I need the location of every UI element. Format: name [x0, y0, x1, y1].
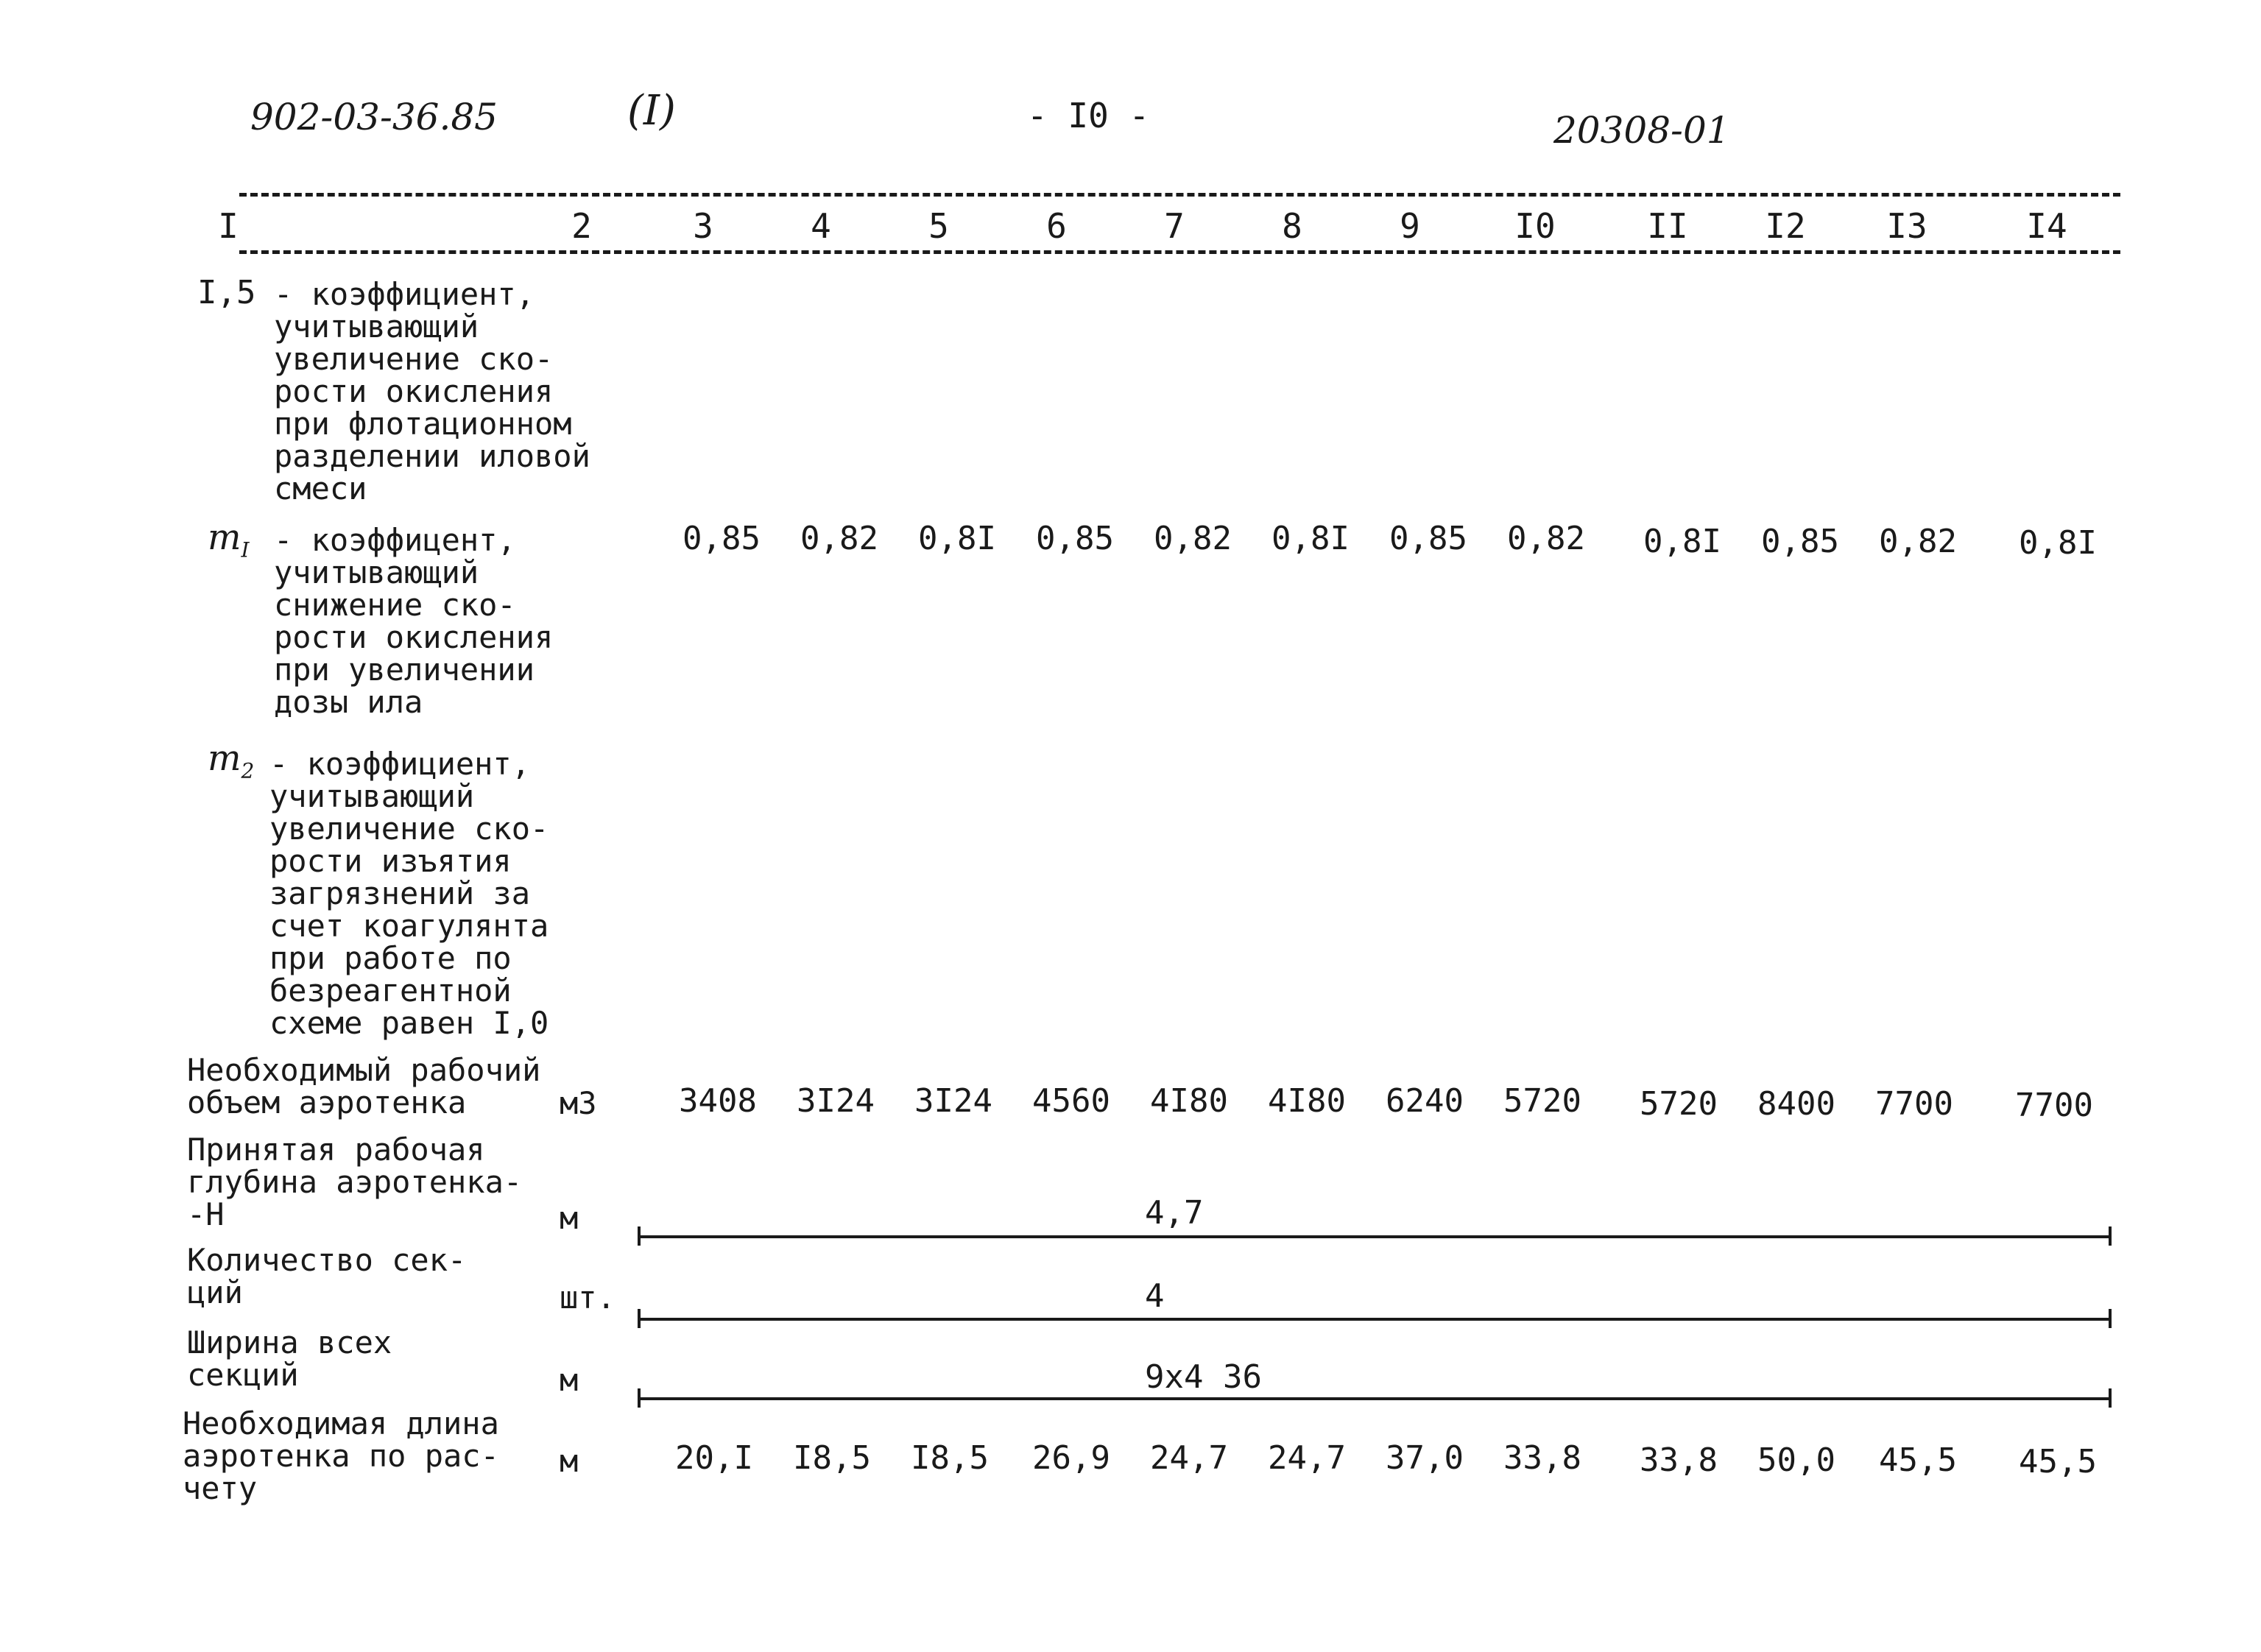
symbol-letter: m: [208, 517, 241, 558]
column-number: I2: [1765, 206, 1806, 246]
unit-length: м: [560, 1443, 579, 1479]
row-description-sections: Количество сек- ций: [187, 1242, 467, 1310]
value-m1: 0,82: [1154, 520, 1232, 557]
row-description-length: Необходимая длина аэротенка по рас- чету: [183, 1405, 499, 1506]
span-line-depth: [639, 1235, 2112, 1238]
column-number: 7: [1164, 206, 1185, 246]
column-number: I3: [1886, 206, 1927, 246]
column-number: 9: [1400, 206, 1420, 246]
span-tick: [2109, 1309, 2112, 1328]
symbol-subscript: I: [241, 537, 250, 562]
row-description-width: Ширина всех секций: [187, 1324, 392, 1393]
value-m1: 0,8I: [918, 520, 996, 557]
row-symbol-m1: [208, 517, 250, 562]
value-volume: 5720: [1640, 1085, 1718, 1123]
span-value-depth: 4,7: [1145, 1194, 1204, 1232]
span-value-sections: 4: [1145, 1277, 1165, 1315]
column-number: 2: [571, 206, 592, 246]
column-number: 6: [1046, 206, 1067, 246]
span-value-width: 9х4 36: [1145, 1358, 1262, 1396]
header-top-rule: [239, 193, 2120, 197]
value-volume: 5720: [1503, 1082, 1581, 1120]
column-number: 3: [693, 206, 713, 246]
row-description-k15: - коэффициент, учитывающий увеличение ско- рости окисления при флотационном разделении иловой смеси: [274, 276, 590, 506]
value-volume: 3I24: [914, 1082, 992, 1120]
column-number: 4: [811, 206, 831, 246]
value-volume: 7700: [2015, 1087, 2093, 1124]
value-volume: 8400: [1757, 1085, 1835, 1123]
value-volume: 4I80: [1268, 1082, 1346, 1120]
symbol-letter: m: [208, 738, 241, 779]
value-volume: 6240: [1386, 1082, 1464, 1120]
span-line-width: [639, 1397, 2112, 1400]
value-m1: 0,8I: [2019, 524, 2097, 562]
column-number: II: [1647, 206, 1688, 246]
column-number: I0: [1514, 206, 1556, 246]
unit-volume: м3: [560, 1085, 597, 1121]
value-m1: 0,8I: [1643, 523, 1721, 560]
value-length: 24,7: [1150, 1439, 1228, 1477]
value-m1: 0,85: [1389, 520, 1467, 557]
value-volume: 7700: [1875, 1085, 1953, 1123]
span-tick: [638, 1309, 641, 1328]
header-bottom-rule: [239, 250, 2120, 254]
document-number: 20308-01: [1553, 109, 1730, 152]
symbol-subscript: 2: [241, 758, 255, 783]
value-length: 45,5: [1879, 1441, 1957, 1479]
column-number: I4: [2026, 206, 2067, 246]
span-tick: [638, 1226, 641, 1246]
span-tick: [2109, 1388, 2112, 1408]
unit-depth: м: [560, 1200, 579, 1236]
span-tick: [638, 1388, 641, 1408]
value-volume: 4560: [1032, 1082, 1110, 1120]
unit-sections: шт.: [560, 1279, 615, 1316]
value-length: 45,5: [2019, 1443, 2097, 1480]
document-code: 902-03-36.85: [250, 96, 498, 138]
value-length: 37,0: [1386, 1439, 1464, 1477]
row-description-m2: - коэффициент, учитывающий увеличение ско- рости изъятия загрязнений за счет коагулянта при работе по безреагентной схеме равен I,0: [269, 746, 549, 1041]
span-tick: [2109, 1226, 2112, 1246]
volume-number: (I): [627, 87, 676, 135]
value-m1: 0,82: [800, 520, 878, 557]
value-length: 20,I: [675, 1439, 753, 1477]
unit-width: м: [560, 1362, 579, 1398]
row-description-depth: Принятая рабочая глубина аэротенка- -Н: [187, 1132, 523, 1232]
value-length: 26,9: [1032, 1439, 1110, 1477]
value-length: 33,8: [1640, 1441, 1718, 1479]
value-length: 24,7: [1268, 1439, 1346, 1477]
column-number: 5: [928, 206, 949, 246]
row-symbol-k15: I,5: [197, 274, 256, 311]
value-m1: 0,85: [682, 520, 761, 557]
value-length: I8,5: [793, 1439, 871, 1477]
value-length: 33,8: [1503, 1439, 1581, 1477]
row-description-m1: - коэффицент, учитывающий снижение ско- рости окисления при увеличении дозы ила: [274, 522, 554, 720]
value-m1: 0,85: [1761, 523, 1839, 560]
row-description-volume: Необходимый рабочий объем аэротенка: [187, 1052, 541, 1120]
value-length: 50,0: [1757, 1441, 1835, 1479]
row-symbol-m2: [208, 738, 254, 783]
value-m1: 0,82: [1879, 523, 1957, 560]
value-m1: 0,85: [1036, 520, 1114, 557]
span-line-sections: [639, 1318, 2112, 1321]
value-volume: 3I24: [797, 1082, 875, 1120]
column-number: 8: [1282, 206, 1302, 246]
value-volume: 3408: [679, 1082, 757, 1120]
value-volume: 4I80: [1150, 1082, 1228, 1120]
column-number: I: [218, 206, 239, 246]
page-number: - I0 -: [1027, 96, 1150, 135]
value-m1: 0,82: [1507, 520, 1585, 557]
value-m1: 0,8I: [1271, 520, 1350, 557]
value-length: I8,5: [911, 1439, 989, 1477]
